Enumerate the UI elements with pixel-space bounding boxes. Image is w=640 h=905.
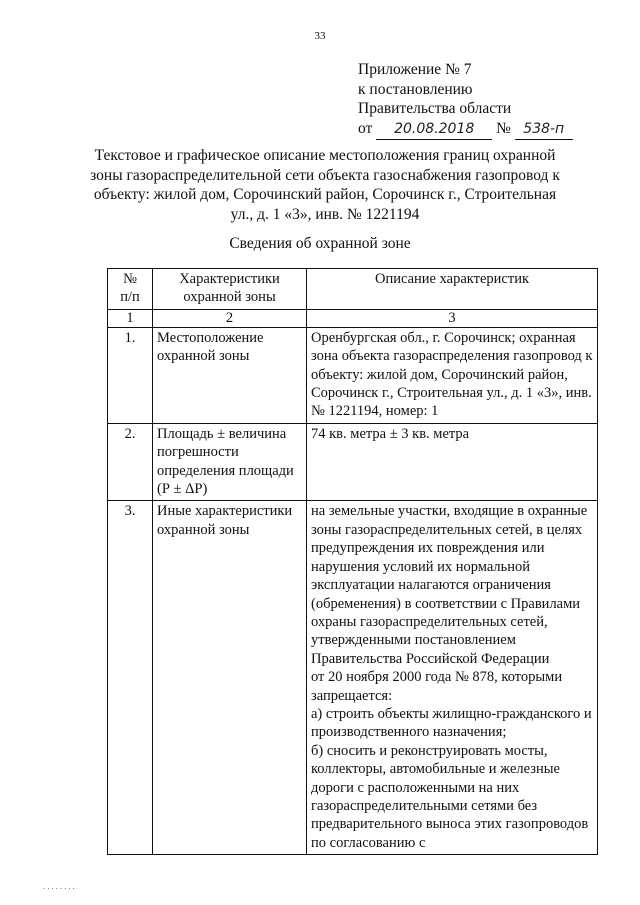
table-row [108, 423, 598, 501]
header-number: № п/п [108, 269, 153, 310]
appendix-signature-line [358, 119, 573, 141]
from-label: от [358, 119, 373, 137]
number-label: № [496, 119, 511, 137]
col-number-1: 1 [108, 309, 153, 327]
appendix-block [358, 60, 573, 140]
handwritten-number: 538-п [515, 120, 573, 141]
table-column-numbers-row [108, 309, 598, 327]
table-row [108, 327, 598, 423]
header-characteristic: Характеристики охранной зоны [153, 269, 307, 310]
row-characteristic: Площадь ± величина погрешности определения площади (Р ± ΔР) [153, 423, 307, 501]
row-number: 3. [108, 501, 153, 855]
row-description: 74 кв. метра ± 3 кв. метра [307, 423, 598, 501]
appendix-line-3: Правительства области [358, 100, 512, 117]
col-number-3: 3 [307, 309, 598, 327]
table-row [108, 501, 598, 855]
handwritten-date: 20.08.2018 [376, 120, 492, 141]
document-title: Текстовое и графическое описание местоположения границ охранной зоны газораспределительной сети объекта газоснабжения газопровод к объекту: жилой дом, Сорочинский район, Сорочинск г., Строительная ул., д. 1 «3», инв. № 1221194 [90, 147, 560, 223]
row-description: на земельные участки, входящие в охранные зоны газораспределительных сетей, в целях предупреждения их повреждения или нарушения условий их нормальной эксплуатации налагаются ограничения (обременения) в соответствии с Правилами охраны газораспределительных сетей, утвержденными постановлением Правительства Российской Федерации от 20 ноября 2000 года № 878, которыми запрещается: а) строить объекты жилищно-гражданского и производственного назначения; б) сносить и реконструировать мосты, коллекторы, автомобильные и железные дороги с расположенными на них газораспределительными сетями без предварительного выноса этих газопроводов по согласованию с [307, 501, 598, 855]
appendix-line-2: к постановлению [358, 80, 473, 98]
row-number: 1. [108, 327, 153, 423]
row-characteristic: Иные характеристики охранной зоны [153, 501, 307, 855]
page-number: 33 [314, 30, 326, 42]
footer-mark: ........ [42, 883, 76, 891]
header-description: Описание характеристик [307, 269, 598, 310]
section-subtitle: Сведения об охранной зоне [229, 235, 411, 252]
col-number-2: 2 [153, 309, 307, 327]
appendix-line-1: Приложение № 7 [358, 61, 472, 78]
row-number: 2. [108, 423, 153, 501]
row-characteristic: Местоположение охранной зоны [153, 327, 307, 423]
table-header-row [108, 269, 598, 310]
row-description: Оренбургская обл., г. Сорочинск; охранная зона объекта газораспределения газопровод к объекту: жилой дом, Сорочинский район, Сорочинск г., Строительная ул., д. 1 «3», инв. № 1221194, номер: 1 [307, 327, 598, 423]
zone-info-table [107, 268, 598, 855]
